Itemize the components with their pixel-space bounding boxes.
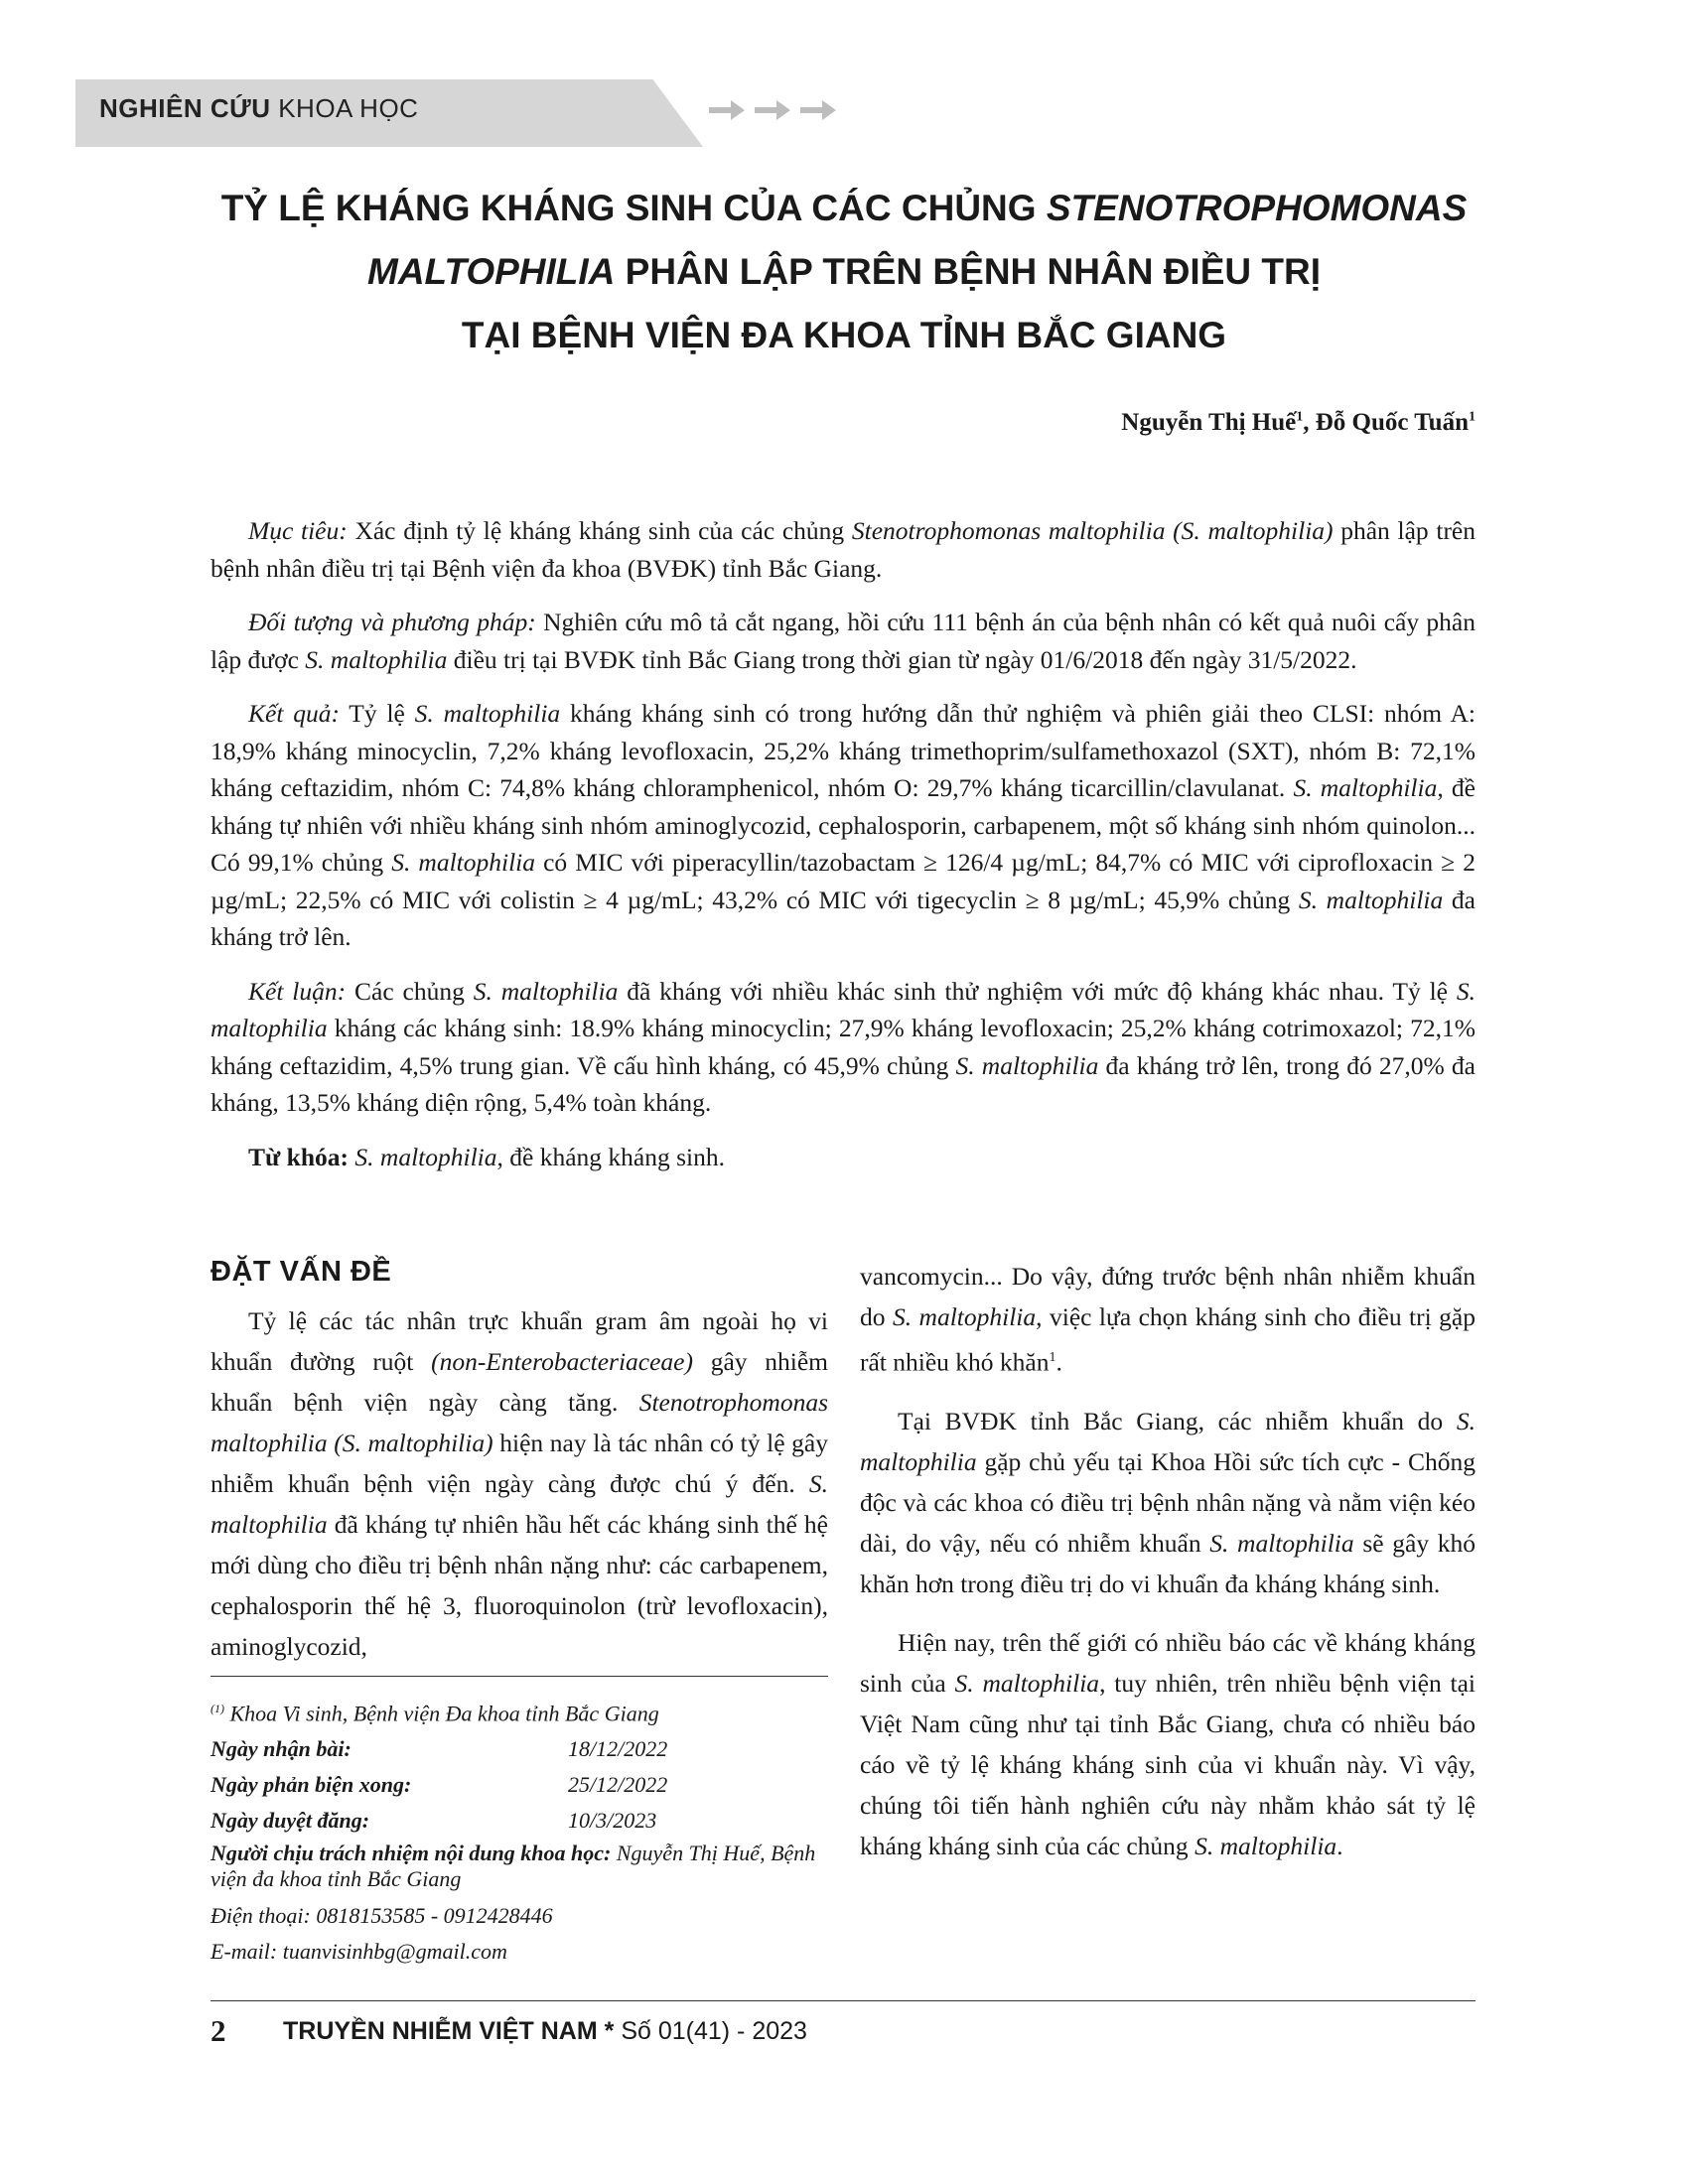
section-heading: ĐẶT VẤN ĐỀ [211, 1256, 392, 1288]
phone: Điện thoại: 0818153585 - 0912428446 [211, 1903, 553, 1929]
body-paragraph: vancomycin... Do vậy, đứng trước bệnh nhân nhiễm khuẩn do S. maltophilia, việc lựa chọn kháng sinh cho điều trị gặp rất nhiều khó khăn$^1$. [860, 1262, 1477, 1377]
abstract-keywords: Từ khóa: S. maltophilia, đề kháng kháng sinh. [248, 1142, 725, 1171]
arrow-right-icon [798, 97, 838, 123]
right-column [860, 1256, 1476, 1884]
left-column [211, 1256, 828, 1685]
body-paragraph: Tỷ lệ các tác nhân trực khuẩn gram âm ngoài họ vi khuẩn đường ruột (non-Enterobacteriaceae) gây nhiễm khuẩn bệnh viện ngày càng tăng. Stenotrophomonas maltophilia (S. maltophilia) hiện nay là tác nhân có tỷ lệ gây nhiễm khuẩn bệnh viện ngày càng được chú ý đến. S. maltophilia đã kháng tự nhiên hầu hết các kháng sinh thế hệ mới dùng cho điều trị bệnh nhân nặng như: các carbapenem, cephalosporin thế hệ 3, fluoroquinolon (trừ levofloxacin), aminoglycozid, [211, 1306, 828, 1661]
decorative-arrows [707, 97, 838, 123]
body-paragraph: Hiện nay, trên thế giới có nhiều báo các về kháng kháng sinh của S. maltophilia, tuy nhiên, trên nhiều bệnh viện tại Việt Nam cũng như tại tỉnh Bắc Giang, chưa có nhiều báo cáo về tỷ lệ kháng kháng sinh của vi khuẩn này. Vì vậy, chúng tôi tiến hành nghiên cứu này nhằm khảo sát tỷ lệ kháng kháng sinh của các chủng S. maltophilia. [860, 1627, 1476, 1860]
abstract-objective: Mục tiêu: Xác định tỷ lệ kháng kháng sinh của các chủng Stenotrophomonas maltophilia (S. maltophilia) phân lập trên bệnh nhân điều trị tại Bệnh viện đa khoa (BVĐK) tỉnh Bắc Giang. [211, 516, 1477, 583]
arrow-right-icon [707, 97, 747, 123]
journal-name: TRUYỀN NHIỄM VIỆT NAM * Số 01(41) - 2023 [283, 2017, 807, 2045]
abstract [211, 512, 1476, 1192]
author-list: Nguyễn Thị Huế$^1$, Đỗ Quốc Tuấn$^1$ [1121, 409, 1476, 436]
affiliation: $^{(1)}$ Khoa Vi sinh, Bệnh viện Đa khoa tỉnh Bắc Giang [211, 1701, 659, 1726]
accepted-date: Ngày duyệt đăng: 10/3/2023 [211, 1808, 657, 1834]
email: E-mail: tuanvisinhbg@gmail.com [211, 1939, 507, 1965]
body-paragraph: Tại BVĐK tỉnh Bắc Giang, các nhiễm khuẩn do S. maltophilia gặp chủ yếu tại Khoa Hồi sức tích cực - Chống độc và các khoa có điều trị bệnh nhân nặng và nằm viện kéo dài, do vậy, nếu có nhiễm khuẩn S. maltophilia sẽ gây khó khăn hơn trong điều trị do vi khuẩn đa kháng kháng sinh. [860, 1406, 1476, 1598]
abstract-conclusion: Kết luận: Các chủng S. maltophilia đã kháng với nhiều khác sinh thử nghiệm với mức độ kháng khác nhau. Tỷ lệ S. maltophilia kháng các kháng sinh: 18.9% kháng minocyclin; 27,9% kháng levofloxacin; 25,2% kháng cotrimoxazol; 72,1% kháng ceftazidim, 4,5% trung gian. Về cấu hình kháng, có 45,9% chủng S. maltophilia đa kháng trở lên, trong đó 27,0% đa kháng, 13,5% kháng diện rộng, 5,4% toàn kháng. [211, 976, 1476, 1117]
received-date: Ngày nhận bài: 18/12/2022 [211, 1736, 668, 1762]
footer-rule [211, 2000, 1476, 2001]
responsible-person: Người chịu trách nhiệm nội dung khoa học: Nguyễn Thị Huế, Bệnh viện đa khoa tỉnh Bắc Giang [211, 1841, 816, 1892]
reviewed-date: Ngày phản biện xong: 25/12/2022 [211, 1772, 668, 1798]
abstract-results: Kết quả: Tỷ lệ S. maltophilia kháng kháng sinh có trong hướng dẫn thử nghiệm và phiên giải theo CLSI: nhóm A: 18,9% kháng minocyclin, 7,2% kháng levofloxacin, 25,2% kháng trimethoprim/sulfamethoxazol (SXT), nhóm B: 72,1% kháng ceftazidim, nhóm C: 74,8% kháng chloramphenicol, nhóm O: 29,7% kháng ticarcillin/clavulanat. S. maltophilia, đề kháng tự nhiên với nhiều kháng sinh nhóm aminoglycozid, cephalosporin, carbapenem, một số kháng sinh nhóm quinolon... Có 99,1% chủng S. maltophilia có MIC với piperacyllin/tazobactam ≥ 126/4 µg/mL; 84,7% có MIC với ciprofloxacin ≥ 2 µg/mL; 22,5% có MIC với colistin ≥ 4 µg/mL; 43,2% có MIC với tigecyclin ≥ 8 µg/mL; 45,9% chủng S. maltophilia đa kháng trở lên. [211, 699, 1477, 951]
page-number: 2 [211, 2013, 226, 2048]
abstract-method: Đối tượng và phương pháp: Nghiên cứu mô tả cắt ngang, hồi cứu 111 bệnh án của bệnh nhân có kết quả nuôi cấy phân lập được S. maltophilia điều trị tại BVĐK tỉnh Bắc Giang trong thời gian từ ngày 01/6/2018 đến ngày 31/5/2022. [211, 608, 1476, 674]
section-label: NGHIÊN CỨU KHOA HỌC [99, 93, 419, 123]
arrow-right-icon [753, 97, 792, 123]
article-title: TỶ LỆ KHÁNG KHÁNG SINH CỦA CÁC CHỦNG STENOTROPHOMONAS MALTOPHILIA PHÂN LẬP TRÊN BỆNH NHÂN ĐIỀU TRỊ TẠI BỆNH VIỆN ĐA KHOA TỈNH BẮC GIANG [220, 188, 1468, 355]
footnote [211, 1676, 828, 1970]
